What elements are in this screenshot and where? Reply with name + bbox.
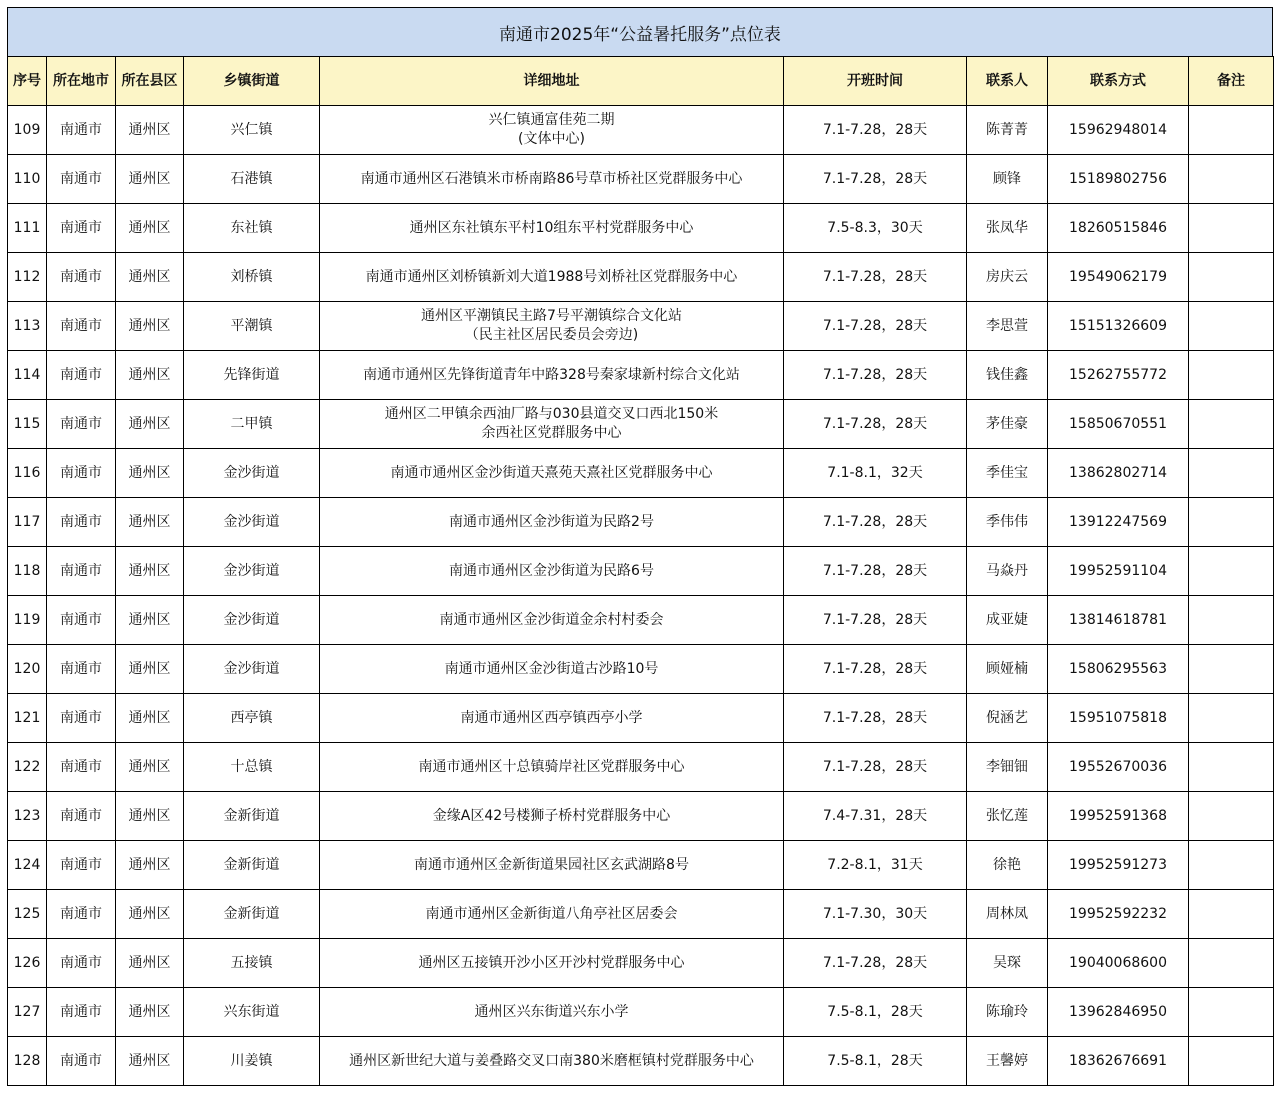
cell-time: 7.1-7.28，28天 <box>784 596 967 645</box>
cell-time: 7.1-8.1，32天 <box>784 449 967 498</box>
cell-phone: 15189802756 <box>1048 155 1189 204</box>
cell-town: 金新街道 <box>184 890 320 939</box>
header-contact: 联系人 <box>967 57 1048 106</box>
cell-city: 南通市 <box>47 988 116 1037</box>
address-line: 通州区新世纪大道与姜叠路交叉口南380米磨框镇村党群服务中心 <box>349 1052 754 1069</box>
cell-seq: 120 <box>8 645 47 694</box>
cell-note <box>1189 351 1274 400</box>
cell-address <box>320 1037 784 1086</box>
cell-note <box>1189 596 1274 645</box>
cell-city: 南通市 <box>47 596 116 645</box>
cell-seq: 122 <box>8 743 47 792</box>
cell-contact: 徐艳 <box>967 841 1048 890</box>
cell-city: 南通市 <box>47 939 116 988</box>
cell-seq: 124 <box>8 841 47 890</box>
address-line: 南通市通州区金沙街道古沙路10号 <box>444 660 659 677</box>
cell-address <box>320 645 784 694</box>
cell-address <box>320 939 784 988</box>
table-row <box>8 400 1274 449</box>
cell-seq: 119 <box>8 596 47 645</box>
cell-address <box>320 106 784 155</box>
cell-note <box>1189 449 1274 498</box>
header-time: 开班时间 <box>784 57 967 106</box>
address-line: 南通市通州区金沙街道为民路6号 <box>449 562 654 579</box>
table-row <box>8 694 1274 743</box>
cell-county: 通州区 <box>116 400 184 449</box>
cell-time: 7.1-7.28，28天 <box>784 743 967 792</box>
cell-town: 刘桥镇 <box>184 253 320 302</box>
table-row <box>8 106 1274 155</box>
cell-note <box>1189 743 1274 792</box>
table-row <box>8 253 1274 302</box>
cell-phone: 13814618781 <box>1048 596 1189 645</box>
cell-contact: 马焱丹 <box>967 547 1048 596</box>
address-line: 南通市通州区金沙街道天熹苑天熹社区党群服务中心 <box>390 464 713 481</box>
cell-note <box>1189 1037 1274 1086</box>
cell-city: 南通市 <box>47 498 116 547</box>
header-note: 备注 <box>1189 57 1274 106</box>
header-phone: 联系方式 <box>1048 57 1189 106</box>
cell-phone: 15951075818 <box>1048 694 1189 743</box>
table-row <box>8 302 1274 351</box>
cell-address <box>320 351 784 400</box>
cell-address <box>320 841 784 890</box>
cell-town: 兴东街道 <box>184 988 320 1037</box>
address-line: 南通市通州区金新街道果园社区玄武湖路8号 <box>414 856 689 873</box>
cell-county: 通州区 <box>116 596 184 645</box>
address-line: 通州区二甲镇余西油厂路与030县道交叉口西北150米 <box>384 406 719 422</box>
cell-phone: 19549062179 <box>1048 253 1189 302</box>
cell-time: 7.1-7.28，28天 <box>784 547 967 596</box>
address-line: 南通市通州区金沙街道为民路2号 <box>449 513 654 530</box>
cell-seq: 109 <box>8 106 47 155</box>
cell-county: 通州区 <box>116 1037 184 1086</box>
cell-contact: 钱佳鑫 <box>967 351 1048 400</box>
cell-address <box>320 204 784 253</box>
cell-county: 通州区 <box>116 841 184 890</box>
cell-seq: 126 <box>8 939 47 988</box>
cell-county: 通州区 <box>116 988 184 1037</box>
cell-contact: 茅佳豪 <box>967 400 1048 449</box>
cell-county: 通州区 <box>116 792 184 841</box>
cell-phone: 18260515846 <box>1048 204 1189 253</box>
cell-contact: 季佳宝 <box>967 449 1048 498</box>
cell-phone: 15806295563 <box>1048 645 1189 694</box>
table-row <box>8 547 1274 596</box>
cell-county: 通州区 <box>116 645 184 694</box>
cell-address <box>320 792 784 841</box>
cell-county: 通州区 <box>116 449 184 498</box>
cell-address <box>320 890 784 939</box>
cell-seq: 114 <box>8 351 47 400</box>
table-row <box>8 890 1274 939</box>
cell-time: 7.1-7.28，28天 <box>784 694 967 743</box>
cell-time: 7.1-7.28，28天 <box>784 498 967 547</box>
address-line: 南通市通州区金新街道八角亭社区居委会 <box>425 905 678 922</box>
header-city: 所在地市 <box>47 57 116 106</box>
cell-phone: 15962948014 <box>1048 106 1189 155</box>
cell-note <box>1189 253 1274 302</box>
table-row <box>8 351 1274 400</box>
cell-city: 南通市 <box>47 694 116 743</box>
cell-city: 南通市 <box>47 1037 116 1086</box>
table-row <box>8 449 1274 498</box>
cell-time: 7.4-7.31，28天 <box>784 792 967 841</box>
table-row <box>8 1037 1274 1086</box>
header-row <box>8 57 1274 106</box>
cell-note <box>1189 106 1274 155</box>
cell-address <box>320 694 784 743</box>
cell-phone: 18362676691 <box>1048 1037 1189 1086</box>
address-line: 通州区平潮镇民主路7号平潮镇综合文化站 <box>421 308 682 324</box>
cell-contact: 陈菁菁 <box>967 106 1048 155</box>
table-row <box>8 939 1274 988</box>
cell-phone: 15850670551 <box>1048 400 1189 449</box>
cell-county: 通州区 <box>116 351 184 400</box>
cell-phone: 13862802714 <box>1048 449 1189 498</box>
table-row <box>8 596 1274 645</box>
cell-contact: 李钿钿 <box>967 743 1048 792</box>
address-line: 金缘A区42号楼狮子桥村党群服务中心 <box>432 807 671 824</box>
cell-town: 东社镇 <box>184 204 320 253</box>
cell-note <box>1189 400 1274 449</box>
table-row <box>8 645 1274 694</box>
cell-contact: 成亚婕 <box>967 596 1048 645</box>
cell-address <box>320 302 784 351</box>
cell-address <box>320 988 784 1037</box>
cell-city: 南通市 <box>47 106 116 155</box>
cell-contact: 王馨婷 <box>967 1037 1048 1086</box>
cell-county: 通州区 <box>116 302 184 351</box>
cell-town: 金新街道 <box>184 841 320 890</box>
address-line: 南通市通州区十总镇骑岸社区党群服务中心 <box>418 758 685 775</box>
cell-note <box>1189 547 1274 596</box>
address-line: 通州区东社镇东平村10组东平村党群服务中心 <box>409 219 694 236</box>
cell-phone: 15151326609 <box>1048 302 1189 351</box>
table-title: 南通市2025年“公益暑托服务”点位表 <box>7 7 1273 56</box>
cell-city: 南通市 <box>47 645 116 694</box>
table-row <box>8 841 1274 890</box>
table-row <box>8 204 1274 253</box>
cell-address <box>320 449 784 498</box>
cell-seq: 118 <box>8 547 47 596</box>
address-line: 南通市通州区金沙街道金余村村委会 <box>439 611 664 628</box>
header-county: 所在县区 <box>116 57 184 106</box>
cell-time: 7.1-7.30，30天 <box>784 890 967 939</box>
cell-phone: 19040068600 <box>1048 939 1189 988</box>
cell-phone: 13962846950 <box>1048 988 1189 1037</box>
cell-city: 南通市 <box>47 792 116 841</box>
cell-town: 金沙街道 <box>184 498 320 547</box>
cell-phone: 19952591368 <box>1048 792 1189 841</box>
cell-phone: 13912247569 <box>1048 498 1189 547</box>
cell-time: 7.1-7.28，28天 <box>784 302 967 351</box>
cell-contact: 倪涵艺 <box>967 694 1048 743</box>
cell-town: 二甲镇 <box>184 400 320 449</box>
cell-town: 金沙街道 <box>184 449 320 498</box>
cell-county: 通州区 <box>116 253 184 302</box>
address-line: 南通市通州区刘桥镇新刘大道1988号刘桥社区党群服务中心 <box>365 268 738 285</box>
cell-city: 南通市 <box>47 547 116 596</box>
cell-county: 通州区 <box>116 155 184 204</box>
cell-town: 金沙街道 <box>184 547 320 596</box>
cell-note <box>1189 890 1274 939</box>
cell-note <box>1189 988 1274 1037</box>
header-town: 乡镇街道 <box>184 57 320 106</box>
cell-city: 南通市 <box>47 253 116 302</box>
cell-contact: 吴琛 <box>967 939 1048 988</box>
cell-town: 石港镇 <box>184 155 320 204</box>
cell-address <box>320 547 784 596</box>
cell-note <box>1189 694 1274 743</box>
cell-contact: 季伟伟 <box>967 498 1048 547</box>
table-row <box>8 988 1274 1037</box>
cell-address <box>320 155 784 204</box>
table-row <box>8 155 1274 204</box>
cell-town: 平潮镇 <box>184 302 320 351</box>
cell-contact: 周林凤 <box>967 890 1048 939</box>
cell-city: 南通市 <box>47 743 116 792</box>
spreadsheet <box>7 7 1273 1086</box>
cell-time: 7.5-8.3，30天 <box>784 204 967 253</box>
cell-seq: 115 <box>8 400 47 449</box>
cell-town: 兴仁镇 <box>184 106 320 155</box>
cell-note <box>1189 939 1274 988</box>
cell-city: 南通市 <box>47 155 116 204</box>
cell-phone: 19952591273 <box>1048 841 1189 890</box>
service-points-table <box>7 56 1274 1086</box>
cell-seq: 113 <box>8 302 47 351</box>
cell-time: 7.1-7.28，28天 <box>784 645 967 694</box>
cell-city: 南通市 <box>47 400 116 449</box>
cell-note <box>1189 645 1274 694</box>
cell-county: 通州区 <box>116 743 184 792</box>
address-line: (文体中心) <box>518 131 585 147</box>
cell-contact: 张忆莲 <box>967 792 1048 841</box>
cell-town: 川姜镇 <box>184 1037 320 1086</box>
cell-city: 南通市 <box>47 449 116 498</box>
address-line: 南通市通州区石港镇米市桥南路86号草市桥社区党群服务中心 <box>360 170 743 187</box>
cell-contact: 张凤华 <box>967 204 1048 253</box>
header-seq: 序号 <box>8 57 47 106</box>
address-line: 兴仁镇通富佳苑二期 <box>488 112 615 128</box>
cell-time: 7.1-7.28，28天 <box>784 400 967 449</box>
cell-time: 7.2-8.1，31天 <box>784 841 967 890</box>
cell-town: 西亭镇 <box>184 694 320 743</box>
cell-city: 南通市 <box>47 890 116 939</box>
table-row <box>8 792 1274 841</box>
cell-note <box>1189 155 1274 204</box>
cell-note <box>1189 792 1274 841</box>
cell-phone: 19552670036 <box>1048 743 1189 792</box>
cell-contact: 房庆云 <box>967 253 1048 302</box>
address-line: （民主社区居民委员会旁边) <box>464 327 639 343</box>
cell-time: 7.5-8.1，28天 <box>784 1037 967 1086</box>
cell-town: 金沙街道 <box>184 645 320 694</box>
cell-time: 7.1-7.28，28天 <box>784 253 967 302</box>
cell-address <box>320 596 784 645</box>
cell-town: 五接镇 <box>184 939 320 988</box>
cell-note <box>1189 302 1274 351</box>
cell-city: 南通市 <box>47 302 116 351</box>
cell-note <box>1189 841 1274 890</box>
address-line: 南通市通州区先锋街道青年中路328号秦家埭新村综合文化站 <box>363 366 740 383</box>
cell-time: 7.5-8.1，28天 <box>784 988 967 1037</box>
address-line: 通州区兴东街道兴东小学 <box>474 1003 629 1020</box>
cell-seq: 128 <box>8 1037 47 1086</box>
cell-town: 先锋街道 <box>184 351 320 400</box>
cell-note <box>1189 498 1274 547</box>
cell-contact: 顾娅楠 <box>967 645 1048 694</box>
header-address: 详细地址 <box>320 57 784 106</box>
cell-phone: 19952592232 <box>1048 890 1189 939</box>
table-row <box>8 743 1274 792</box>
cell-seq: 127 <box>8 988 47 1037</box>
cell-address <box>320 743 784 792</box>
cell-county: 通州区 <box>116 890 184 939</box>
cell-seq: 110 <box>8 155 47 204</box>
cell-county: 通州区 <box>116 547 184 596</box>
cell-county: 通州区 <box>116 939 184 988</box>
cell-seq: 121 <box>8 694 47 743</box>
address-line: 南通市通州区西亭镇西亭小学 <box>460 709 643 726</box>
cell-seq: 125 <box>8 890 47 939</box>
cell-note <box>1189 204 1274 253</box>
address-line: 通州区五接镇开沙小区开沙村党群服务中心 <box>418 954 685 971</box>
cell-contact: 陈瑜玲 <box>967 988 1048 1037</box>
cell-city: 南通市 <box>47 351 116 400</box>
cell-county: 通州区 <box>116 694 184 743</box>
cell-address <box>320 253 784 302</box>
cell-address <box>320 498 784 547</box>
cell-town: 十总镇 <box>184 743 320 792</box>
cell-town: 金沙街道 <box>184 596 320 645</box>
cell-town: 金新街道 <box>184 792 320 841</box>
cell-seq: 111 <box>8 204 47 253</box>
cell-time: 7.1-7.28，28天 <box>784 351 967 400</box>
cell-county: 通州区 <box>116 106 184 155</box>
cell-phone: 19952591104 <box>1048 547 1189 596</box>
cell-time: 7.1-7.28，28天 <box>784 939 967 988</box>
cell-time: 7.1-7.28，28天 <box>784 155 967 204</box>
cell-seq: 116 <box>8 449 47 498</box>
cell-address <box>320 400 784 449</box>
cell-city: 南通市 <box>47 841 116 890</box>
cell-county: 通州区 <box>116 498 184 547</box>
cell-seq: 123 <box>8 792 47 841</box>
cell-seq: 112 <box>8 253 47 302</box>
cell-county: 通州区 <box>116 204 184 253</box>
cell-seq: 117 <box>8 498 47 547</box>
table-row <box>8 498 1274 547</box>
cell-time: 7.1-7.28，28天 <box>784 106 967 155</box>
cell-city: 南通市 <box>47 204 116 253</box>
address-line: 余西社区党群服务中心 <box>481 425 622 441</box>
cell-phone: 15262755772 <box>1048 351 1189 400</box>
cell-contact: 李思萱 <box>967 302 1048 351</box>
cell-contact: 顾锋 <box>967 155 1048 204</box>
